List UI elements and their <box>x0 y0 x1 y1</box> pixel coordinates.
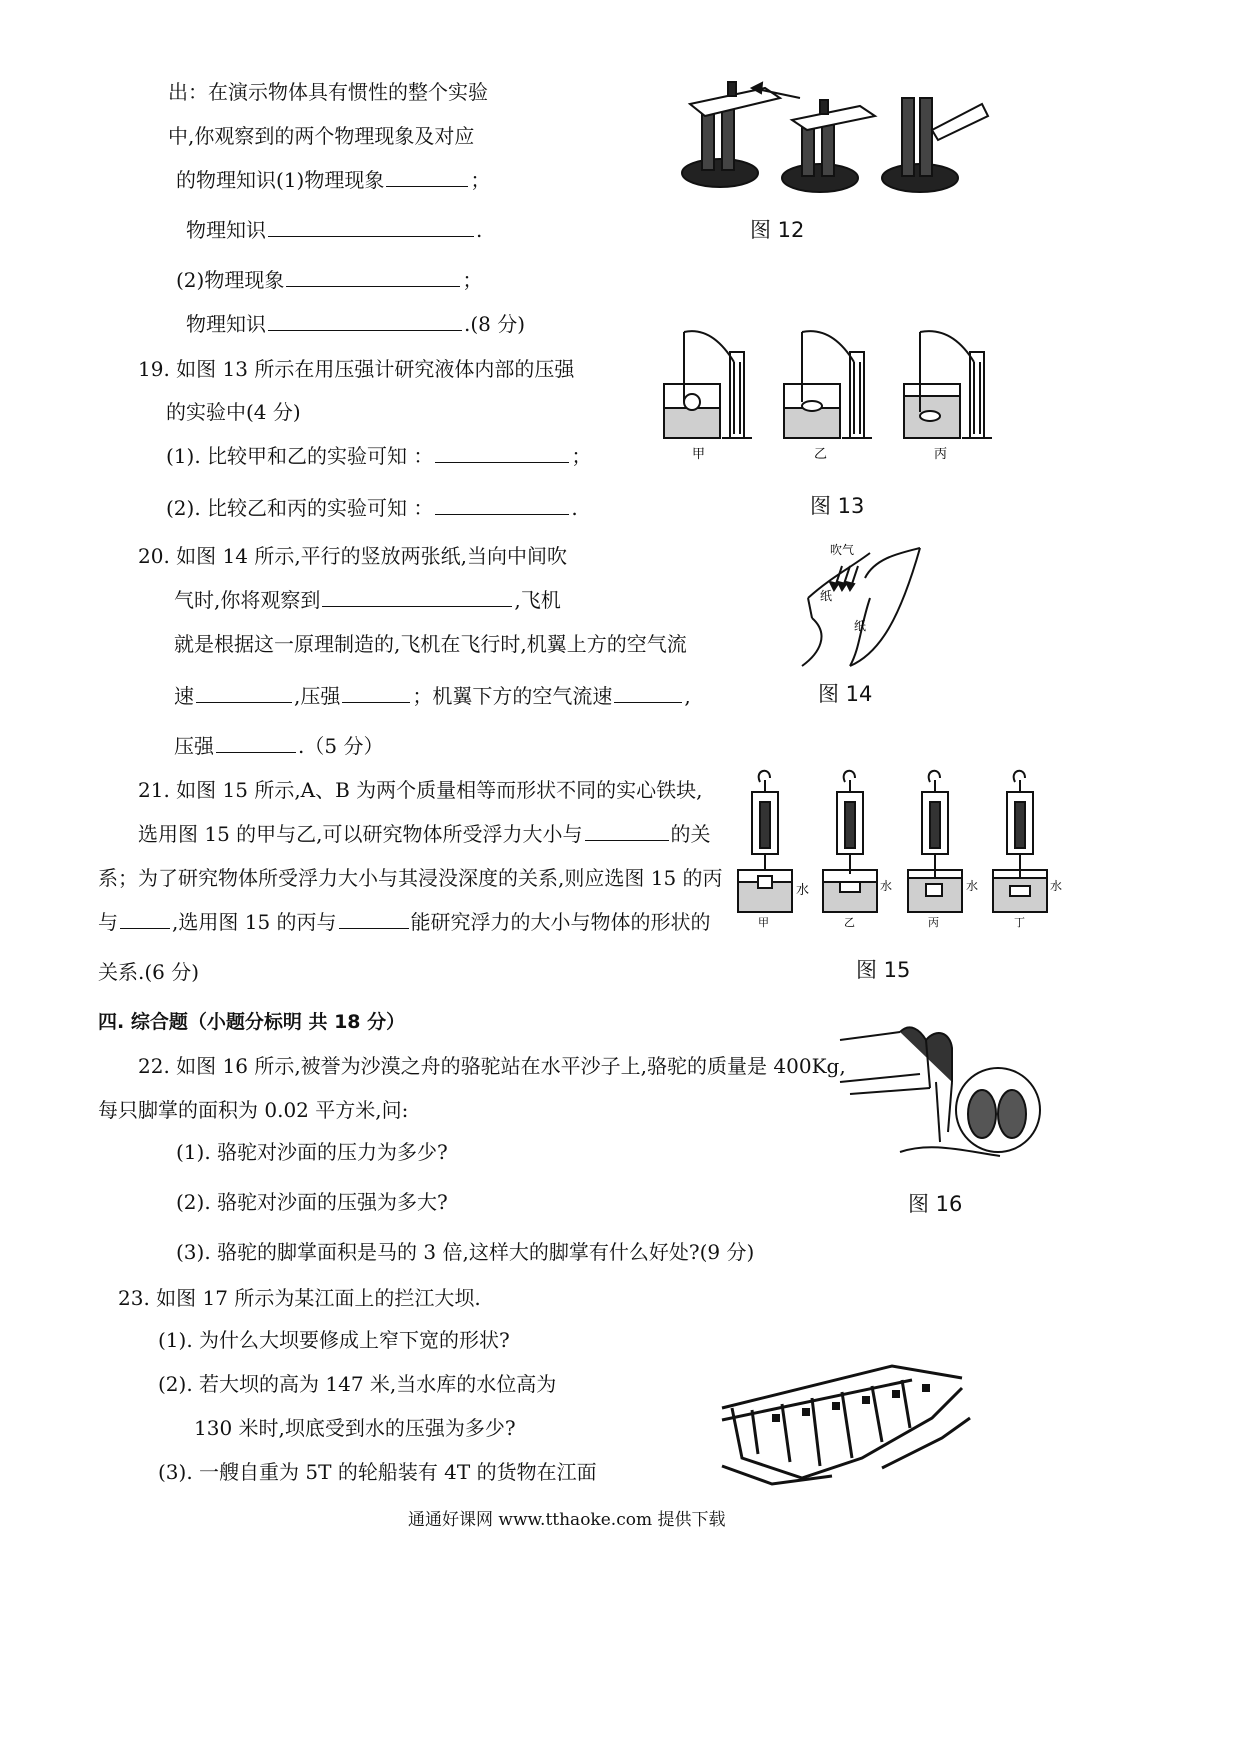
q22-line3 <box>176 1138 448 1166</box>
text: 21. 如图 15 所示,A、B 为两个质量相等而形状不同的实心铁块, <box>138 778 703 802</box>
q18-line4 <box>186 216 482 244</box>
answer-blank[interactable] <box>386 166 468 187</box>
q20-line3 <box>174 630 687 658</box>
text: (2). 比较乙和丙的实验可知 ： <box>166 496 434 520</box>
answer-blank[interactable] <box>322 586 512 607</box>
text: 物理知识 <box>186 218 266 242</box>
text: 19. 如图 13 所示在用压强计研究液体内部的压强 <box>138 357 575 381</box>
answer-blank[interactable] <box>120 908 170 929</box>
text: 与 <box>98 910 118 934</box>
text: 23. 如图 17 所示为某江面上的拦江大坝. <box>118 1286 481 1310</box>
text: 的物理知识(1)物理现象 <box>176 168 385 192</box>
q23-line4 <box>194 1414 516 1442</box>
fig14-label-blow: 吹气 <box>830 543 855 557</box>
text: (2). 若大坝的高为 147 米,当水库的水位高为 <box>158 1372 557 1396</box>
text: 气时,你将观察到 <box>174 588 321 612</box>
text: 20. 如图 14 所示,平行的竖放两张纸,当向中间吹 <box>138 544 568 568</box>
text: 系；为了研究物体所受浮力大小与其浸没深度的关系,则应选图 15 的丙 <box>98 866 723 890</box>
text: ,飞机 <box>514 588 561 612</box>
q18-line3 <box>176 166 490 194</box>
text: 的实验中(4 分) <box>166 400 301 424</box>
text: 物理知识 <box>186 312 266 336</box>
fig15-label-jia: 甲 <box>758 916 769 929</box>
answer-blank[interactable] <box>435 442 569 463</box>
text: (3). 骆驼的脚掌面积是马的 3 倍,这样大的脚掌有什么好处?(9 分) <box>176 1240 755 1264</box>
answer-blank[interactable] <box>286 266 460 287</box>
answer-blank[interactable] <box>339 908 409 929</box>
q18-line2 <box>168 122 474 150</box>
text: .(8 分) <box>464 312 526 336</box>
q23-line1 <box>118 1284 481 1312</box>
q21-line3 <box>98 864 723 892</box>
section-heading: 四. 综合题（小题分标明 共 18 分） <box>98 1011 406 1033</box>
text: (3). 一艘自重为 5T 的轮船装有 4T 的货物在江面 <box>158 1460 597 1484</box>
fig14-label-paper-right: 纸 <box>854 619 867 633</box>
q21-line2 <box>138 820 711 848</box>
q21-line5 <box>98 958 199 986</box>
answer-blank[interactable] <box>268 310 462 331</box>
figure-12-caption: 图 12 <box>750 218 805 242</box>
answer-blank[interactable] <box>585 820 669 841</box>
text: . <box>476 218 483 242</box>
text: 中,你观察到的两个物理现象及对应 <box>168 124 475 148</box>
q19-line1 <box>138 355 574 383</box>
text: (1). 为什么大坝要修成上窄下宽的形状? <box>158 1328 510 1352</box>
fig15-label-bing: 丙 <box>928 916 939 929</box>
text: ,选用图 15 的丙与 <box>172 910 337 934</box>
text: , <box>684 684 691 708</box>
answer-blank[interactable] <box>435 494 569 515</box>
figure-15-spring-scales <box>730 760 1070 930</box>
fig13-label-yi: 乙 <box>814 447 828 462</box>
fig15-water-label: 水 <box>1050 879 1063 893</box>
q18-line6 <box>186 310 525 338</box>
q23-line3 <box>158 1370 556 1398</box>
text: 选用图 15 的甲与乙,可以研究物体所受浮力大小与 <box>138 822 583 846</box>
q22-line2 <box>98 1096 408 1124</box>
fig13-label-jia: 甲 <box>692 447 706 462</box>
footer-credit: 通通好课网 www.tthaoke.com 提供下载 <box>408 1510 726 1530</box>
text: 出：在演示物体具有惯性的整个实验 <box>168 80 488 104</box>
text: (2). 骆驼对沙面的压强为多大? <box>176 1190 448 1214</box>
fig15-label-ding: 丁 <box>1014 916 1025 929</box>
text: 压强 <box>174 734 214 758</box>
fig13-label-bing: 丙 <box>934 447 948 462</box>
q20-line2 <box>174 586 561 614</box>
figure-13-caption: 图 13 <box>810 494 865 518</box>
text: 能研究浮力的大小与物体的形状的 <box>410 910 711 934</box>
text: 就是根据这一原理制造的,飞机在飞行时,机翼上方的空气流 <box>174 632 687 656</box>
text: . <box>571 496 578 520</box>
q22-line1 <box>138 1052 846 1080</box>
text: 速 <box>174 684 194 708</box>
text: 的关 <box>670 822 711 846</box>
q19-line3 <box>166 442 591 470</box>
figure-16-caption: 图 16 <box>908 1192 963 1216</box>
q23-line2 <box>158 1326 510 1354</box>
text: (1). 比较甲和乙的实验可知 ： <box>166 444 434 468</box>
text: ,压强 <box>294 684 341 708</box>
q22-line5 <box>176 1238 754 1266</box>
q20-line1 <box>138 542 567 570</box>
text: .（5 分） <box>298 734 384 758</box>
q22-line4 <box>176 1188 448 1216</box>
text: 130 米时,坝底受到水的压强为多少? <box>194 1416 516 1440</box>
q20-line5 <box>174 732 383 760</box>
text: ； <box>462 268 483 292</box>
figure-16-camel <box>840 1022 1040 1162</box>
figure-13-pressure-gauge <box>662 322 992 462</box>
fig15-water-label: 水 <box>880 879 893 893</box>
text: 每只脚掌的面积为 0.02 平方米,问: <box>98 1098 409 1122</box>
q19-line2 <box>166 398 301 426</box>
answer-blank[interactable] <box>342 682 410 703</box>
fig15-label-yi: 乙 <box>844 916 855 929</box>
q23-line5 <box>158 1458 597 1486</box>
text: ； <box>470 168 491 192</box>
q21-line1 <box>138 776 703 804</box>
figure-14-paper-sheets <box>790 538 930 673</box>
q18-line1 <box>168 78 488 106</box>
text: 22. 如图 16 所示,被誉为沙漠之舟的骆驼站在水平沙子上,骆驼的质量是 400Kg, <box>138 1054 846 1078</box>
answer-blank[interactable] <box>268 216 474 237</box>
q21-line4 <box>98 908 711 936</box>
figure-15-caption: 图 15 <box>856 958 911 982</box>
answer-blank[interactable] <box>216 732 296 753</box>
fig15-water-label: 水 <box>966 879 979 893</box>
figure-12-inertia-apparatus <box>670 68 950 208</box>
fig14-label-paper-left: 纸 <box>820 589 833 603</box>
figure-17-dam <box>712 1358 972 1488</box>
text: ；机翼下方的空气流速 <box>412 684 613 708</box>
text: (2)物理现象 <box>176 268 285 292</box>
figure-14-caption: 图 14 <box>818 682 873 706</box>
q20-line4 <box>174 682 691 710</box>
answer-blank[interactable] <box>196 682 292 703</box>
answer-blank[interactable] <box>614 682 682 703</box>
text: (1). 骆驼对沙面的压力为多少? <box>176 1140 448 1164</box>
q19-line4 <box>166 494 578 522</box>
text: 关系.(6 分) <box>98 960 200 984</box>
text: ； <box>571 444 592 468</box>
q18-line5 <box>176 266 482 294</box>
fig15-water-label: 水 <box>796 883 810 898</box>
